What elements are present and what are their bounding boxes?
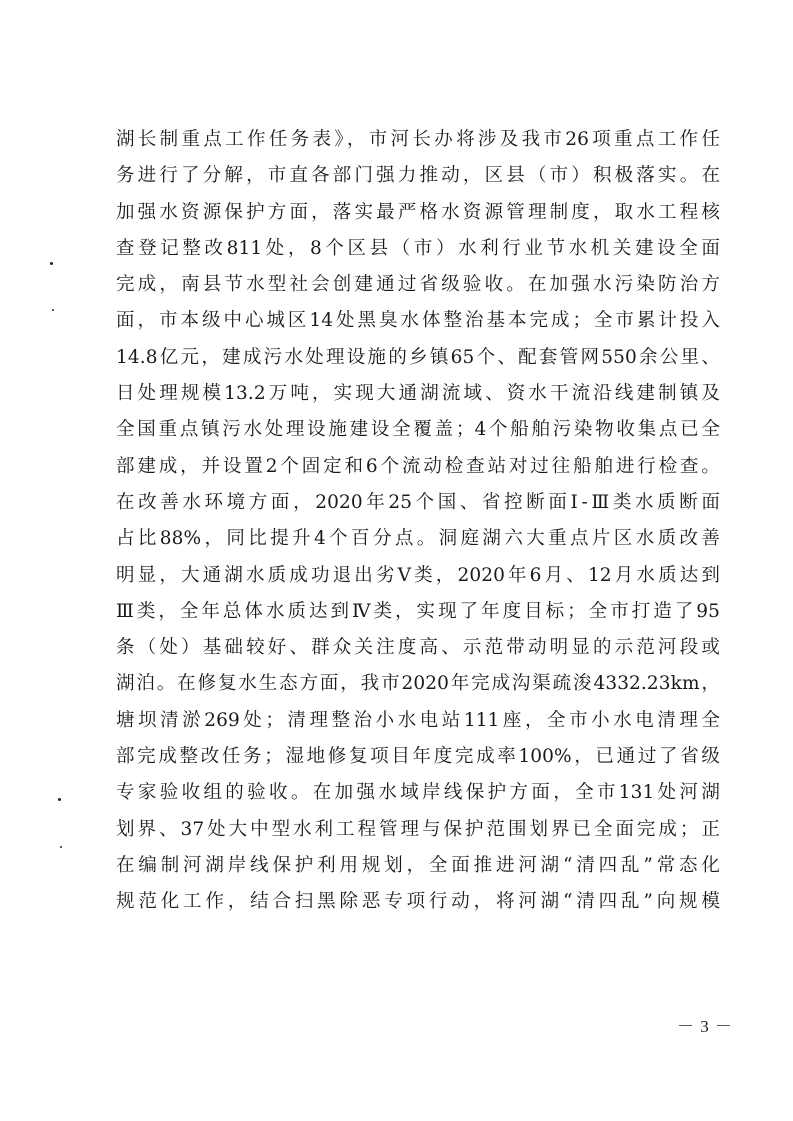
binding-hole-mark — [52, 309, 54, 311]
text-line: Ⅲ类，全年总体水质达到Ⅳ类，实现了年度目标；全市打造了95 — [116, 600, 720, 622]
text-line: 在改善水环境方面，2020年25个国、省控断面Ⅰ-Ⅲ类水质断面 — [116, 491, 720, 513]
text-line: 专家验收组的验收。在加强水域岸线保护方面，全市131处河湖 — [116, 782, 720, 804]
text-line: 在编制河湖岸线保护利用规划，全面推进河湖“清四乱”常态化 — [116, 854, 720, 876]
text-line: 全国重点镇污水处理设施建设全覆盖；4个船舶污染物收集点已全 — [116, 419, 720, 441]
text-line: 划界、37处大中型水利工程管理与保护范围划界已全面完成；正 — [116, 818, 720, 840]
text-line: 完成，南县节水型社会创建通过省级验收。在加强水污染防治方 — [116, 274, 720, 296]
text-line: 务进行了分解，市直各部门强力推动，区县（市）积极落实。在 — [116, 165, 720, 187]
text-line: 规范化工作，结合扫黑除恶专项行动，将河湖“清四乱”向规模 — [116, 891, 720, 913]
binding-hole-mark — [50, 262, 53, 265]
body-paragraph — [116, 122, 720, 921]
text-line: 日处理规模13.2万吨，实现大通湖流域、资水干流沿线建制镇及 — [116, 383, 720, 405]
text-line: 加强水资源保护方面，落实最严格水资源管理制度，取水工程核 — [116, 201, 720, 223]
text-line: 占比88%，同比提升4个百分点。洞庭湖六大重点片区水质改善 — [116, 528, 720, 550]
page-number: － 3 － — [677, 1017, 733, 1036]
text-line: 明显，大通湖水质成功退出劣Ⅴ类，2020年6月、12月水质达到 — [116, 564, 720, 586]
text-line: 查登记整改811处，8个区县（市）水利行业节水机关建设全面 — [116, 237, 720, 259]
binding-hole-mark — [60, 846, 62, 848]
text-line: 湖泊。在修复水生态方面，我市2020年完成沟渠疏浚4332.23km， — [116, 673, 720, 695]
text-line: 部建成，并设置2个固定和6个流动检查站对过往船舶进行检查。 — [116, 455, 720, 477]
text-line: 14.8亿元，建成污水处理设施的乡镇65个、配套管网550余公里、 — [116, 346, 720, 368]
text-line: 塘坝清淤269处；清理整治小水电站111座，全市小水电清理全 — [116, 709, 720, 731]
binding-hole-mark — [58, 798, 61, 801]
text-line: 面，市本级中心城区14处黑臭水体整治基本完成；全市累计投入 — [116, 310, 720, 332]
text-line: 条（处）基础较好、群众关注度高、示范带动明显的示范河段或 — [116, 637, 720, 659]
text-line: 部完成整改任务；湿地修复项目年度完成率100%，已通过了省级 — [116, 746, 720, 768]
text-line: 湖长制重点工作任务表》，市河长办将涉及我市26项重点工作任 — [116, 129, 720, 150]
